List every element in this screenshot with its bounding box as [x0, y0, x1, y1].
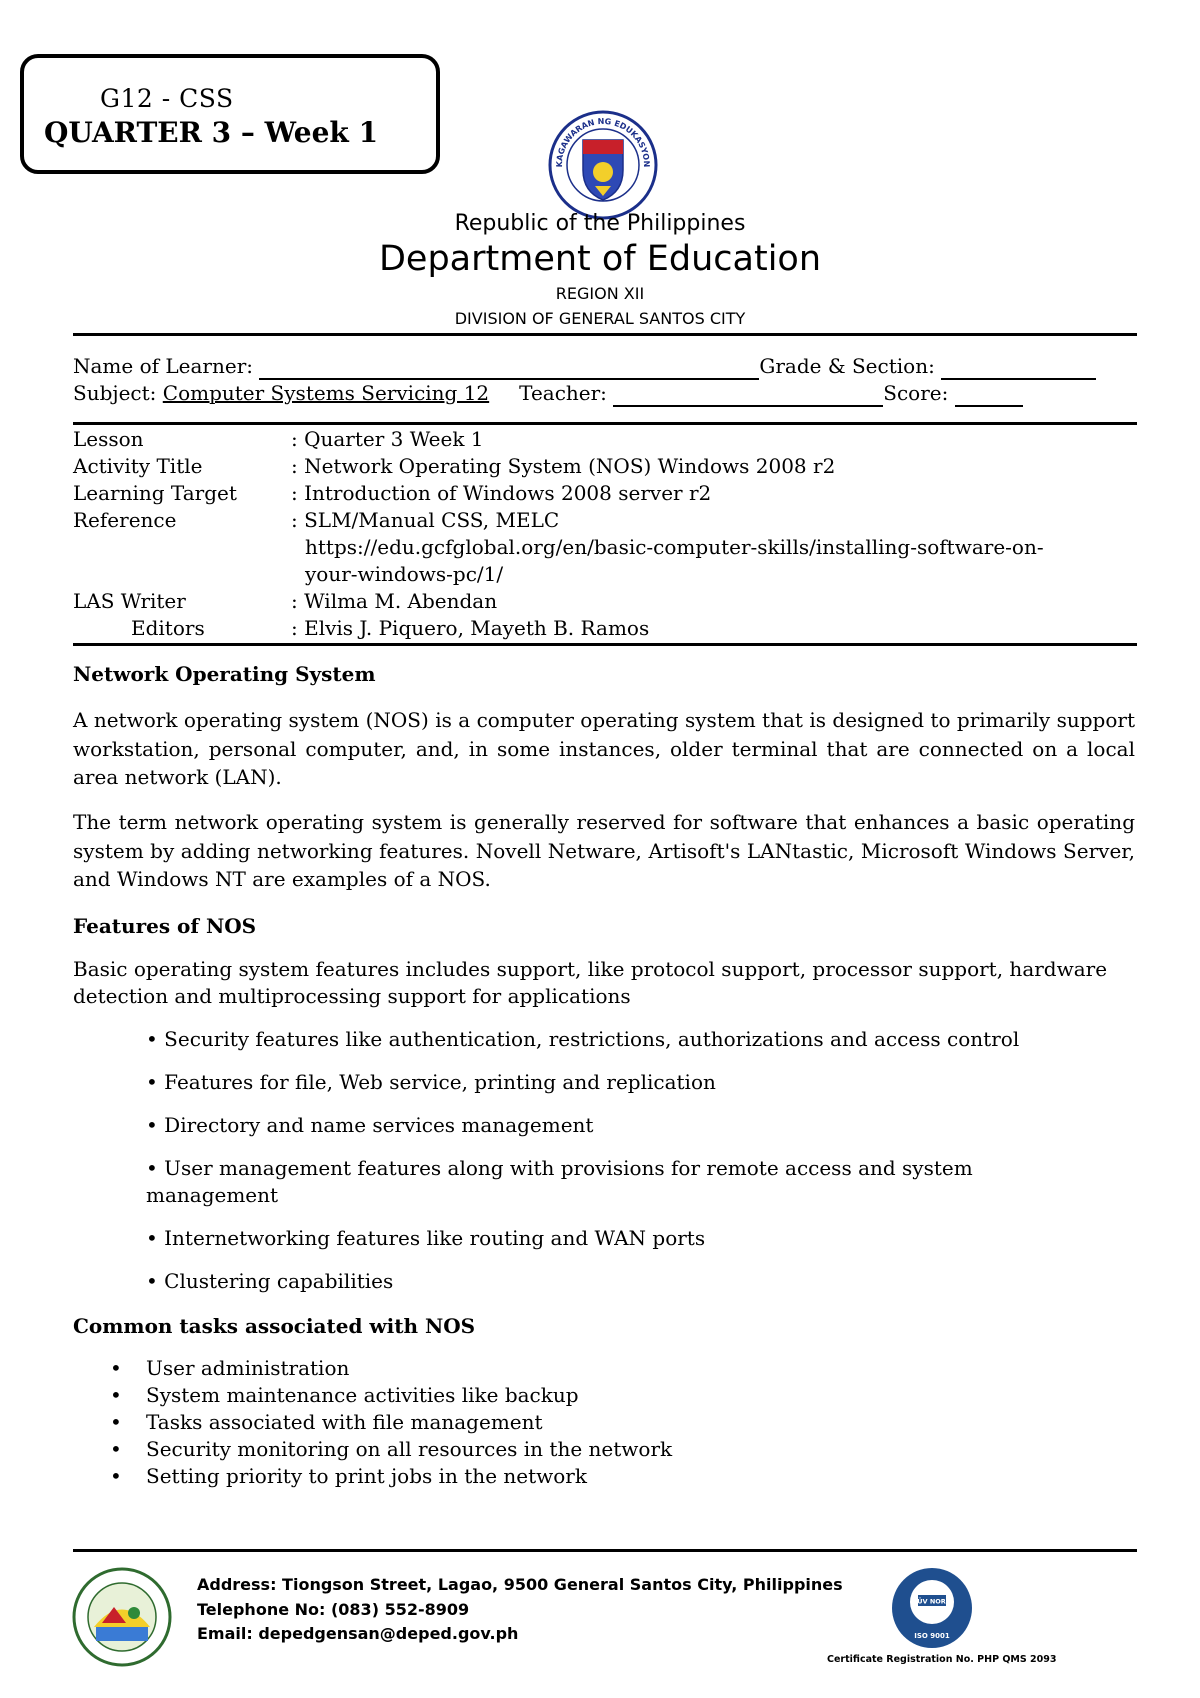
meta-key: Reference	[73, 508, 177, 532]
seal-text: KAGAWARAN NG EDUKASYON	[554, 116, 652, 168]
quarter-box	[20, 54, 440, 174]
bullet: •	[110, 1356, 122, 1380]
meta-value: : Introduction of Windows 2008 server r2	[291, 481, 712, 505]
division-seal-logo	[72, 1567, 172, 1667]
list-item: • Clustering capabilities	[146, 1269, 394, 1293]
meta-key	[73, 534, 291, 561]
meta-value: : Quarter 3 Week 1	[291, 427, 484, 451]
meta-value: : SLM/Manual CSS, MELC	[291, 508, 560, 532]
address-text: Address: Tiongson Street, Lagao, 9500 General Santos City, Philippines	[197, 1575, 843, 1594]
task-text: System maintenance activities like backup	[146, 1383, 579, 1407]
score-field[interactable]	[955, 381, 1023, 407]
task-text: Security monitoring on all resources in the network	[146, 1437, 673, 1461]
email-text: Email: depedgensan@deped.gov.ph	[197, 1624, 519, 1643]
iso-certification-badge	[890, 1566, 974, 1650]
cert-badge-top: TÜV NORD	[912, 1597, 952, 1606]
meta-key: Activity Title	[73, 454, 203, 478]
list-item	[110, 1409, 672, 1436]
list-item	[110, 1463, 672, 1490]
divider	[73, 422, 1137, 425]
bullet: •	[110, 1464, 122, 1488]
paragraph-nos-definition	[73, 706, 1135, 792]
divider	[73, 643, 1137, 646]
cert-badge-bottom: ISO 9001	[914, 1632, 950, 1640]
meta-row	[73, 534, 1137, 561]
reference-url[interactable]: https://edu.gcfglobal.org/en/basic-computer-skills/installing-software-on-	[305, 535, 1044, 559]
meta-key: LAS Writer	[73, 589, 186, 613]
division-text: DIVISION OF GENERAL SANTOS CITY	[454, 309, 746, 328]
paragraph-nos-examples	[73, 808, 1135, 894]
meta-row	[73, 480, 1137, 507]
quarter-week: QUARTER 3 – Week 1	[44, 116, 379, 149]
list-item	[110, 1355, 672, 1382]
paragraph-text: The term network operating system is generally reserved for software that enhances a basic operating system by adding networking features. Novell Netware, Artisoft's LANtastic, Microsoft Windows Server, and Windows NT are examples of a NOS.	[73, 810, 1135, 891]
score-label: Score:	[883, 381, 955, 405]
section-heading-nos: Network Operating System	[73, 662, 376, 686]
features-list	[146, 1026, 1066, 1311]
subject-form-row	[73, 381, 1023, 407]
meta-row	[73, 426, 1137, 453]
list-item	[110, 1436, 672, 1463]
name-label: Name of Learner:	[73, 354, 260, 378]
subject-value: Computer Systems Servicing 12	[162, 381, 490, 405]
meta-row	[73, 453, 1137, 480]
meta-value: : Elvis J. Piquero, Mayeth B. Ramos	[291, 616, 650, 640]
tasks-list	[110, 1355, 672, 1490]
telephone-text: Telephone No: (083) 552-8909	[197, 1599, 470, 1619]
list-item: • Security features like authentication, restrictions, authorizations and access control	[146, 1027, 1020, 1051]
meta-row	[73, 615, 1137, 642]
subject-label: Subject:	[73, 381, 163, 405]
paragraph-text: Basic operating system features includes support, like protocol support, processor support, hardware detection and multiprocessing support for applications	[73, 957, 1108, 1008]
grade-subject: G12 - CSS	[100, 84, 234, 113]
certificate-registration: Certificate Registration No. PHP QMS 2093	[827, 1654, 1057, 1665]
lesson-meta	[73, 426, 1137, 642]
meta-row	[73, 561, 1137, 588]
divider	[73, 333, 1137, 336]
list-item: • Features for file, Web service, printing and replication	[146, 1070, 716, 1094]
list-item: • User management features along with provisions for remote access and system management	[146, 1156, 973, 1207]
meta-key	[73, 561, 291, 588]
task-text: User administration	[146, 1356, 350, 1380]
teacher-label: Teacher:	[519, 381, 614, 405]
task-text: Setting priority to print jobs in the network	[146, 1464, 587, 1488]
footer-contact	[197, 1573, 843, 1647]
meta-value: : Network Operating System (NOS) Windows 2008 r2	[291, 454, 836, 478]
learner-form-row	[73, 354, 1096, 380]
reference-url-continued[interactable]: your-windows-pc/1/	[305, 562, 504, 586]
paragraph-text: A network operating system (NOS) is a computer operating system that is designed to primarily support workstation, personal computer, and, in some instances, older terminal that are connected on a local area network (LAN).	[73, 708, 1135, 789]
teacher-field[interactable]	[613, 381, 883, 407]
bullet: •	[110, 1383, 122, 1407]
meta-value: : Wilma M. Abendan	[291, 589, 498, 613]
grade-section-field[interactable]	[941, 354, 1096, 380]
republic-text: Republic of the Philippines	[454, 211, 746, 236]
meta-key: Editors	[131, 616, 205, 640]
meta-row	[73, 588, 1137, 615]
section-heading-features: Features of NOS	[73, 914, 257, 938]
grade-label: Grade & Section:	[759, 354, 942, 378]
task-text: Tasks associated with file management	[146, 1410, 543, 1434]
bullet: •	[110, 1410, 122, 1434]
footer-divider	[73, 1549, 1137, 1552]
deped-seal-logo	[548, 110, 658, 220]
name-field[interactable]	[259, 354, 759, 380]
meta-row	[73, 507, 1137, 534]
section-heading-tasks: Common tasks associated with NOS	[73, 1314, 476, 1338]
department-title: Department of Education	[378, 239, 822, 279]
list-item: • Internetworking features like routing and WAN ports	[146, 1226, 706, 1250]
meta-key: Lesson	[73, 427, 144, 451]
list-item: • Directory and name services management	[146, 1113, 594, 1137]
bullet: •	[110, 1437, 122, 1461]
region-text: REGION XII	[555, 284, 645, 303]
meta-key: Learning Target	[73, 481, 237, 505]
paragraph-features	[73, 956, 1135, 1010]
list-item	[110, 1382, 672, 1409]
